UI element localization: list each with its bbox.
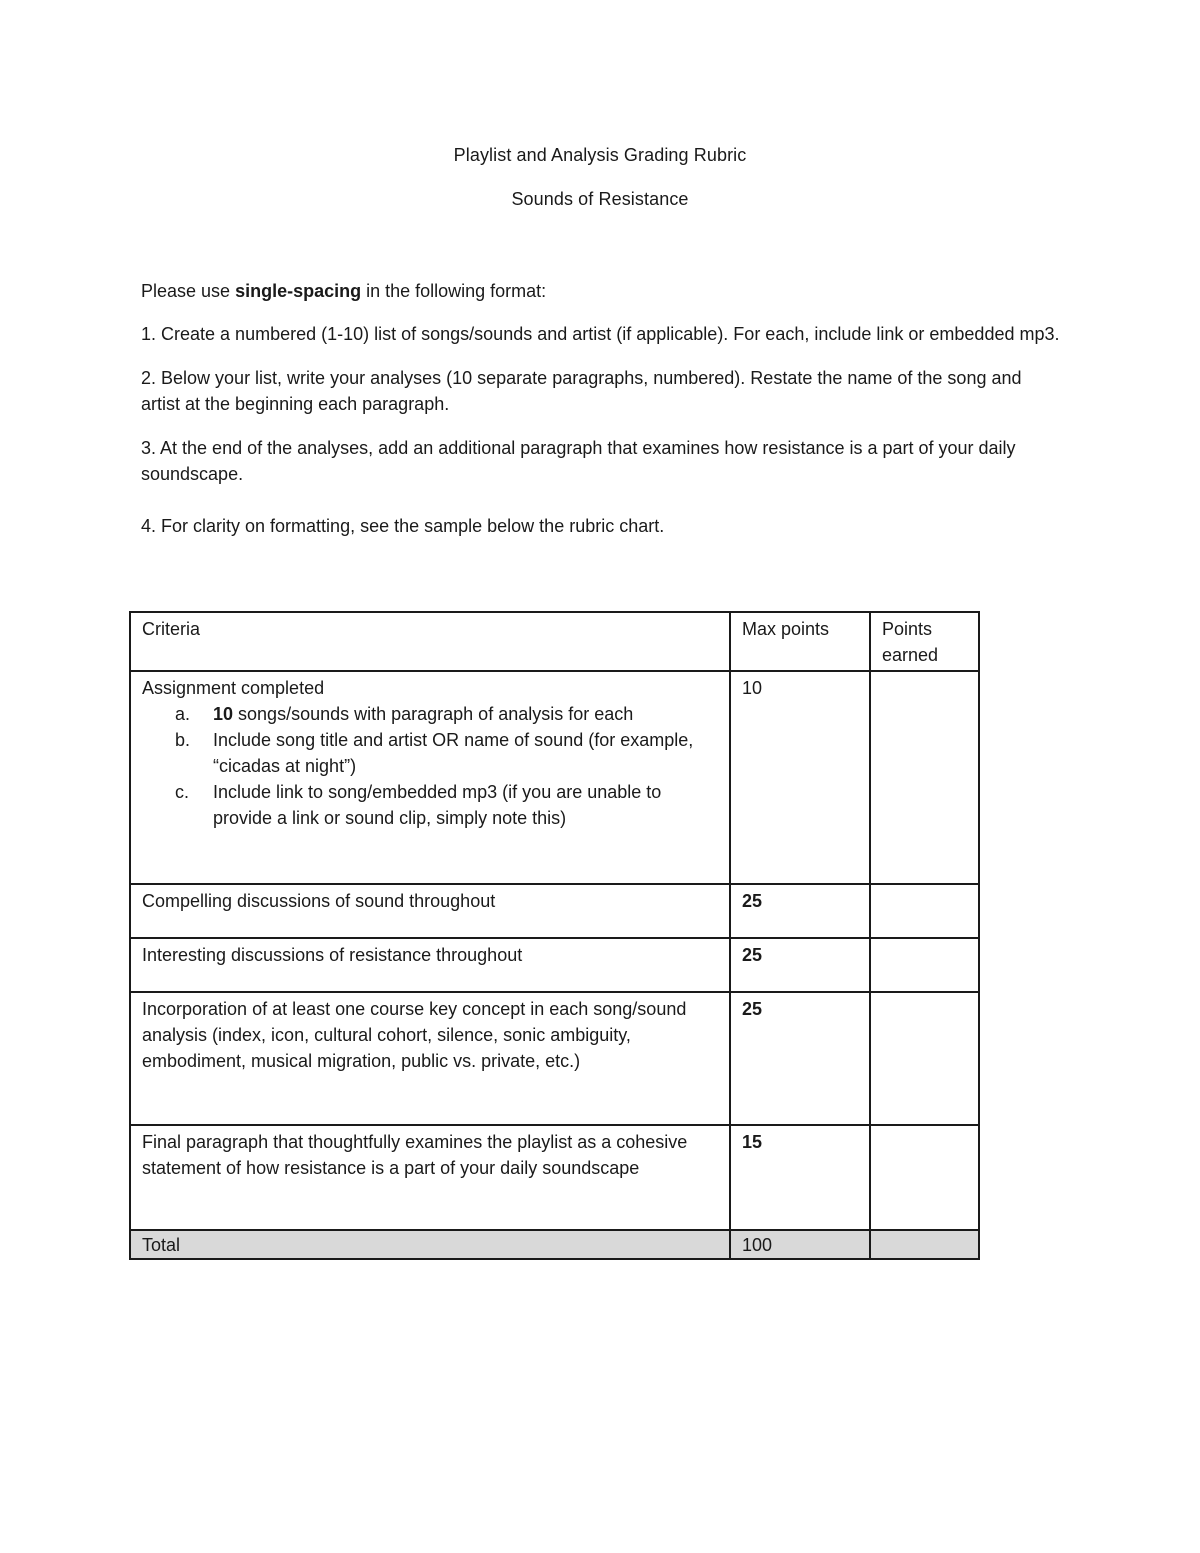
list-item xyxy=(142,701,719,727)
points-earned-cell[interactable] xyxy=(870,671,979,884)
table-row xyxy=(130,671,979,884)
step-text: . Create a numbered (1-10) list of songs/sounds and artist (if applicable). For each, include link or embedded mp3. xyxy=(151,324,1060,344)
step-number: 2 xyxy=(141,368,152,388)
max-points-cell: 10 xyxy=(730,671,870,884)
intro-prefix: Please use xyxy=(141,281,236,301)
criteria-cell: Incorporation of at least one course key concept in each song/sound analysis (index, icon, cultural cohort, silence, sonic ambiguity, embodiment, musical migration, public vs. private, etc.) xyxy=(130,992,730,1125)
max-points-cell: 25 xyxy=(730,884,870,938)
criteria-cell: Final paragraph that thoughtfully examines the playlist as a cohesive statement of how resistance is a part of your daily soundscape xyxy=(130,1125,730,1230)
list-item xyxy=(142,779,719,831)
document-subtitle: Sounds of Resistance xyxy=(511,189,689,209)
criteria-text: Assignment completed xyxy=(142,678,325,698)
criteria-cell: Compelling discussions of sound throughout xyxy=(130,884,730,938)
max-points-cell: 25 xyxy=(730,938,870,992)
total-row xyxy=(130,1230,979,1259)
step-number: 4 xyxy=(141,516,152,536)
criteria-sub-list xyxy=(142,701,719,831)
list-item xyxy=(142,727,719,779)
step-number: 1 xyxy=(141,324,152,344)
table-row xyxy=(130,884,979,938)
intro-bold-term: single-spacing xyxy=(235,281,362,301)
intro-suffix: in the following format: xyxy=(361,281,547,301)
table-row xyxy=(130,1125,979,1230)
instructions-block xyxy=(141,278,1061,557)
points-earned-cell[interactable] xyxy=(870,992,979,1125)
list-marker: a. xyxy=(175,704,191,724)
sub-item-text: songs/sounds with paragraph of analysis for each xyxy=(233,704,634,724)
step-number: 3 xyxy=(141,438,152,458)
header-max-points: Max points xyxy=(730,612,870,671)
points-earned-cell[interactable] xyxy=(870,1125,979,1230)
step-text: . For clarity on formatting, see the sample below the rubric chart. xyxy=(151,516,665,536)
header-criteria: Criteria xyxy=(130,612,730,671)
instruction-step-1 xyxy=(141,321,1061,347)
total-max-points: 100 xyxy=(730,1230,870,1259)
points-earned-cell[interactable] xyxy=(870,884,979,938)
criteria-cell xyxy=(130,671,730,884)
step-text: . At the end of the analyses, add an additional paragraph that examines how resistance is a part of your daily soundscape. xyxy=(141,438,1016,484)
document-title: Playlist and Analysis Grading Rubric xyxy=(453,145,747,165)
table-row xyxy=(130,938,979,992)
list-marker: b. xyxy=(175,730,191,750)
sub-item-bold: 10 xyxy=(213,704,234,724)
points-earned-cell[interactable] xyxy=(870,938,979,992)
total-points-earned[interactable] xyxy=(870,1230,979,1259)
sub-item-text: Include link to song/embedded mp3 (if you are unable to provide a link or sound clip, simply note this) xyxy=(213,782,662,828)
instructions-intro xyxy=(141,278,1061,304)
instruction-step-4 xyxy=(141,513,1061,539)
sub-item-text: Include song title and artist OR name of sound (for example, “cicadas at night”) xyxy=(213,730,694,776)
step-text: . Below your list, write your analyses (10 separate paragraphs, numbered). Restate the name of the song and artist at the beginning each paragraph. xyxy=(141,368,1022,414)
criteria-cell: Interesting discussions of resistance throughout xyxy=(130,938,730,992)
list-marker: c. xyxy=(175,782,190,802)
max-points-cell: 15 xyxy=(730,1125,870,1230)
rubric-table xyxy=(129,611,980,1260)
header-points-earned: Points earned xyxy=(870,612,979,671)
instruction-step-2 xyxy=(141,365,1061,417)
rubric-header-row xyxy=(130,612,979,671)
total-label: Total xyxy=(130,1230,730,1259)
max-points-cell: 25 xyxy=(730,992,870,1125)
instruction-step-3 xyxy=(141,435,1061,487)
table-row xyxy=(130,992,979,1125)
